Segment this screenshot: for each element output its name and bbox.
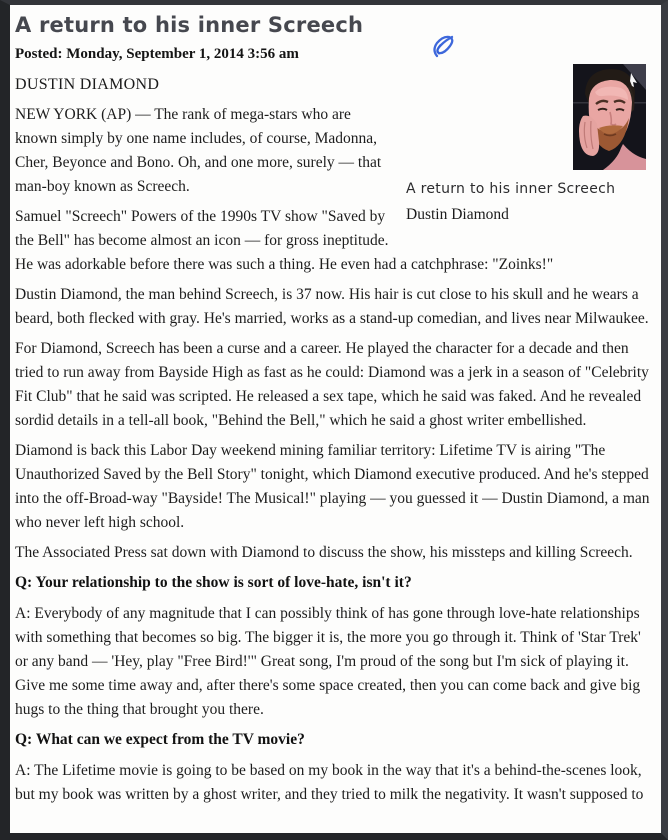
article-paragraph: Samuel "Screech" Powers of the 1990s TV show "Saved by the Bell" has become almost an icon — for gross ineptitude. He was adorkable before there was such a thing. He even had a catchphrase: "Zoinks!" xyxy=(15,208,554,273)
article-paragraph: Dustin Diamond, the man behind Screech, is 37 now. His hair is cut close to his skull and he wears a beard, both flecked with gray. He's married, works as a stand-up comedian, and lives near Milwaukee. xyxy=(15,286,649,327)
dustin-diamond-photo xyxy=(573,64,646,170)
posted-date: Posted: Monday, September 1, 2014 3:56 am xyxy=(15,46,299,62)
article-byline: DUSTIN DIAMOND xyxy=(15,76,160,93)
photo-caption xyxy=(406,181,652,224)
photo-caption-title: A return to his inner Screech xyxy=(406,181,616,197)
question-heading: Q: Your relationship to the show is sort of love-hate, isn't it? xyxy=(15,574,412,591)
article-paragraph: The Associated Press sat down with Diamond to discuss the show, his missteps and killing Screech. xyxy=(15,544,633,561)
answer-paragraph: A: The Lifetime movie is going to be based on my book in the way that it's a behind-the-scenes look, but my book was written by a ghost writer, and they tried to milk the negativity. It wasn't supposed to xyxy=(15,762,644,803)
article-content xyxy=(10,5,661,807)
photo-figure xyxy=(406,64,652,224)
photo-caption-name: Dustin Diamond xyxy=(406,206,509,223)
article-title: A return to his inner Screech xyxy=(15,13,364,37)
question-heading: Q: What can we expect from the TV movie? xyxy=(15,731,305,748)
article-paragraph: For Diamond, Screech has been a curse and a career. He played the character for a decade and then tried to run away from Bayside High as fast as he could: Diamond was a jerk in a season of "Celebrity Fit Club" that he said was scripted. He released a sex tape, which he said was faked. And he revealed sordid details in a tell-all book, "Behind the Bell," which he said a ghost writer embellished. xyxy=(15,340,649,429)
pen-scribble-icon xyxy=(431,33,457,63)
article-paragraph: Diamond is back this Labor Day weekend mining familiar territory: Lifetime TV is airing "The Unauthorized Saved by the Bell Story" tonight, which Diamond executive produced. And he's stepped into the off-Broad-way "Bayside! The Musical!" playing — you guessed it — Dustin Diamond, a man who never left high school. xyxy=(15,442,650,531)
article-paragraph: NEW YORK (AP) — The rank of mega-stars who are known simply by one name includes, of course, Madonna, Cher, Beyonce and Bono. Oh, and one more, surely — that man-boy known as Screech. xyxy=(15,106,382,195)
answer-paragraph: A: Everybody of any magnitude that I can possibly think of has gone through love-hate relationships with something that becomes so big. The bigger it is, the more you go through it. Think of 'Star Trek' or any band — 'Hey, play "Free Bird!'" Great song, I'm proud of the song but I'm sick of playing it. Give me some time away and, after there's some space created, then you can come back and give big hugs to the thing that brought you there. xyxy=(15,605,641,718)
